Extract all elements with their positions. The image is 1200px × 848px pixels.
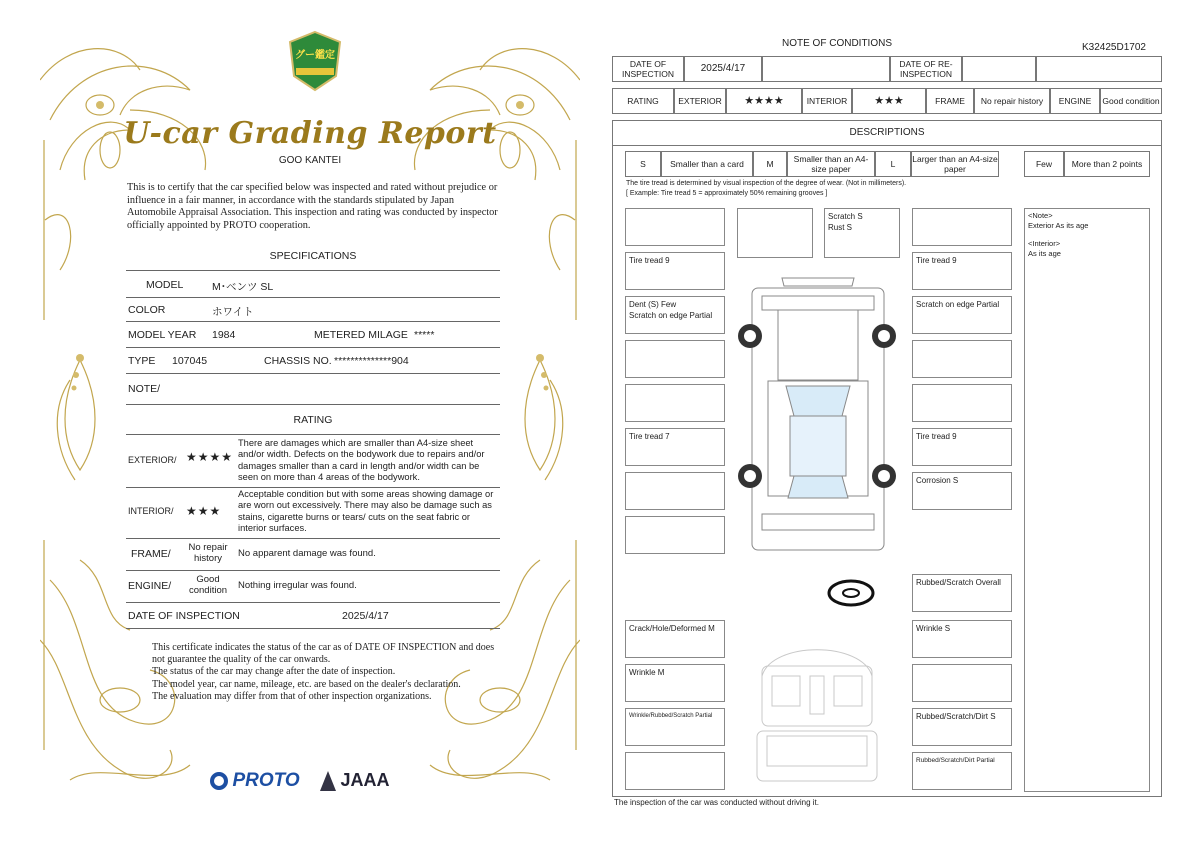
date-value: 2025/4/17 xyxy=(342,610,389,622)
ext-top-note: Rust S xyxy=(828,223,853,232)
date-label: DATE OF INSPECTION xyxy=(128,610,240,622)
tire-note-2: [ Example: Tire tread 5 = approximately 50% remaining grooves ] xyxy=(626,190,828,197)
engine-value: Good condition xyxy=(188,574,228,596)
footer-line: The evaluation may differ from that of other inspection organizations. xyxy=(152,690,432,702)
footer-line: The model year, car name, mileage, etc. are based on the dealer's declaration. xyxy=(152,678,461,690)
model-year-row xyxy=(126,321,500,348)
model-year-label: MODEL YEAR xyxy=(128,329,197,341)
side-interior-value: As its age xyxy=(1028,249,1061,258)
tire-note-1: The tire tread is determined by visual inspection of the degree of wear. (Not in millimeters). xyxy=(626,180,907,187)
side-note-label: <Note> xyxy=(1028,211,1053,220)
descriptions-heading: DESCRIPTIONS xyxy=(612,120,1162,146)
type-row xyxy=(126,347,500,374)
interior-label: INTERIOR xyxy=(802,88,852,114)
legend-l: L xyxy=(875,151,911,177)
side-note-exterior: Exterior As its age xyxy=(1028,221,1089,230)
ext-top-note: Scratch S xyxy=(828,212,863,221)
ext-note-box xyxy=(625,384,725,422)
side-interior-label: <Interior> xyxy=(1028,239,1061,248)
ext-note-box: Scratch on edge Partial xyxy=(912,296,1012,334)
frame-desc: No apparent damage was found. xyxy=(238,548,376,559)
legend-m: M xyxy=(753,151,787,177)
frame-value: No repair history xyxy=(188,542,228,564)
grading-certificate xyxy=(40,20,580,810)
model-year-value: 1984 xyxy=(212,329,236,341)
ext-note-box xyxy=(625,296,725,334)
ext-note-box: Corrosion S xyxy=(912,472,1012,510)
exterior-stars: ★★★★ xyxy=(726,88,802,114)
metered-mileage-label: METERED MILAGE xyxy=(314,329,408,341)
color-label: COLOR xyxy=(128,304,166,316)
engine-desc: Nothing irregular was found. xyxy=(238,580,357,591)
interior-stars: ★★★ xyxy=(852,88,926,114)
interior-stars: ★★★ xyxy=(186,504,222,518)
ext-note-box xyxy=(625,516,725,554)
note-row xyxy=(126,373,500,405)
car-exterior-diagram xyxy=(732,266,902,556)
steering-wheel-icon xyxy=(826,578,876,608)
certificate-intro: This is to certify that the car specified below was inspected and rated without prejudice or influence in a fair manner, in accordance with the standards stipulated by Japan Automobile Appraisal Association. This inspection and rating was conducted by inspector officially appointed by PROTO cooperation. xyxy=(127,182,498,231)
int-note-box: Rubbed/Scratch Overall xyxy=(912,574,1012,612)
ext-note-box xyxy=(625,472,725,510)
specifications-heading: SPECIFICATIONS xyxy=(269,250,357,262)
date-of-inspection-value: 2025/4/17 xyxy=(684,56,762,82)
date-row xyxy=(126,602,500,629)
reinspection-blank xyxy=(1036,56,1162,82)
rating-label: RATING xyxy=(612,88,674,114)
int-note-box: Rubbed/Scratch/Dirt S xyxy=(912,708,1012,746)
jaaa-logo-icon xyxy=(320,771,336,791)
footer-line: The status of the car may change after the date of inspection. xyxy=(152,666,396,678)
frame-value: No repair history xyxy=(974,88,1050,114)
chassis-value: **************904 xyxy=(334,355,409,367)
engine-value: Good condition xyxy=(1100,88,1162,114)
ext-note-box: Tire tread 9 xyxy=(912,428,1012,466)
model-value: M･ベンツ SL xyxy=(212,281,274,293)
ext-note-box xyxy=(737,208,813,258)
rating-heading: RATING xyxy=(293,414,333,426)
exterior-label: EXTERIOR xyxy=(674,88,726,114)
frame-rating-row xyxy=(126,538,500,571)
ext-top-note-box xyxy=(824,208,900,258)
certificate-subtitle: GOO KANTEI xyxy=(278,155,342,166)
ext-note: Scratch on edge Partial xyxy=(629,311,713,320)
proto-logo xyxy=(210,770,300,792)
metered-mileage-value: ***** xyxy=(414,329,435,341)
doc-id: K32425D1702 xyxy=(1082,42,1146,53)
ext-note: Dent (S) Few xyxy=(629,300,677,309)
proto-logo-icon xyxy=(210,772,228,790)
int-note-box: Wrinkle S xyxy=(912,620,1012,658)
int-note-box: Wrinkle/Rubbed/Scratch Partial xyxy=(625,708,725,746)
note-label: NOTE/ xyxy=(128,383,161,395)
ext-note-box: Tire tread 7 xyxy=(625,428,725,466)
note-of-conditions xyxy=(612,36,1162,811)
interior-label: INTERIOR/ xyxy=(128,506,174,516)
int-note-box: Rubbed/Scratch/Dirt Partial xyxy=(912,752,1012,790)
legend-s: S xyxy=(625,151,661,177)
chassis-label: CHASSIS NO. xyxy=(264,355,332,367)
legend-few-desc: More than 2 points xyxy=(1064,151,1150,177)
engine-label: ENGINE xyxy=(1050,88,1100,114)
legend-s-desc: Smaller than a card xyxy=(661,151,753,177)
frame-label: FRAME xyxy=(926,88,974,114)
certificate-title: U-car Grading Report xyxy=(123,116,497,151)
legend-l-desc: Larger than an A4-size paper xyxy=(911,151,999,177)
notes-title: NOTE OF CONDITIONS xyxy=(782,38,892,49)
exterior-label: EXTERIOR/ xyxy=(128,455,177,465)
engine-label: ENGINE/ xyxy=(128,580,172,592)
exterior-rating-row xyxy=(126,434,500,488)
type-value: 107045 xyxy=(172,355,208,367)
int-note-box: Wrinkle M xyxy=(625,664,725,702)
ext-note-box xyxy=(912,208,1012,246)
model-row xyxy=(126,270,500,298)
inspection-footer-note: The inspection of the car was conducted without driving it. xyxy=(614,798,819,807)
interior-desc: Acceptable condition but with some areas showing damage or are worn out excessively. There may also be damage such as stains, cigarette burns or tears/ cuts on the seat fabric or interior surfaces. xyxy=(238,489,494,534)
model-label: MODEL xyxy=(146,279,184,291)
color-row xyxy=(126,296,500,322)
int-note-box xyxy=(625,752,725,790)
footer-line: This certificate indicates the status of the car as of DATE OF INSPECTION and does not guarantee the quality of the car onwards. xyxy=(152,642,495,666)
car-interior-diagram xyxy=(752,636,882,786)
badge-text: グー鑑定 xyxy=(295,50,335,61)
ext-note-box xyxy=(912,384,1012,422)
exterior-desc: There are damages which are smaller than A4-size sheet and/or width. Defects on the bodywork due to repairs and/or damages smaller than a card in length and/or width can be seen on more than 4 areas of the bodywork. xyxy=(238,438,485,483)
ext-note-box xyxy=(625,208,725,246)
legend-few: Few xyxy=(1024,151,1064,177)
exterior-stars: ★★★★ xyxy=(186,450,234,464)
reinspection-value xyxy=(962,56,1036,82)
date-blank xyxy=(762,56,890,82)
type-label: TYPE xyxy=(128,355,156,367)
reinspection-label: DATE OF RE-INSPECTION xyxy=(890,56,962,82)
proto-logo-text: PROTO xyxy=(232,770,300,791)
certificate-footer xyxy=(152,642,502,703)
side-note-panel xyxy=(1024,208,1150,792)
goo-kantei-badge-icon xyxy=(288,30,342,92)
ext-note-box: Tire tread 9 xyxy=(625,252,725,290)
int-note-box xyxy=(912,664,1012,702)
legend-m-desc: Smaller than an A4-size paper xyxy=(787,151,875,177)
ext-note-box xyxy=(912,340,1012,378)
engine-rating-row xyxy=(126,570,500,603)
frame-label: FRAME/ xyxy=(131,548,171,560)
jaaa-logo xyxy=(320,770,389,791)
ext-note-box xyxy=(625,340,725,378)
jaaa-logo-text: JAAA xyxy=(340,770,390,790)
interior-rating-row xyxy=(126,486,500,539)
date-of-inspection-label: DATE OF INSPECTION xyxy=(612,56,684,82)
int-note-box: Crack/Hole/Deformed M xyxy=(625,620,725,658)
ext-note-box: Tire tread 9 xyxy=(912,252,1012,290)
color-value: ホワイト xyxy=(212,306,254,318)
